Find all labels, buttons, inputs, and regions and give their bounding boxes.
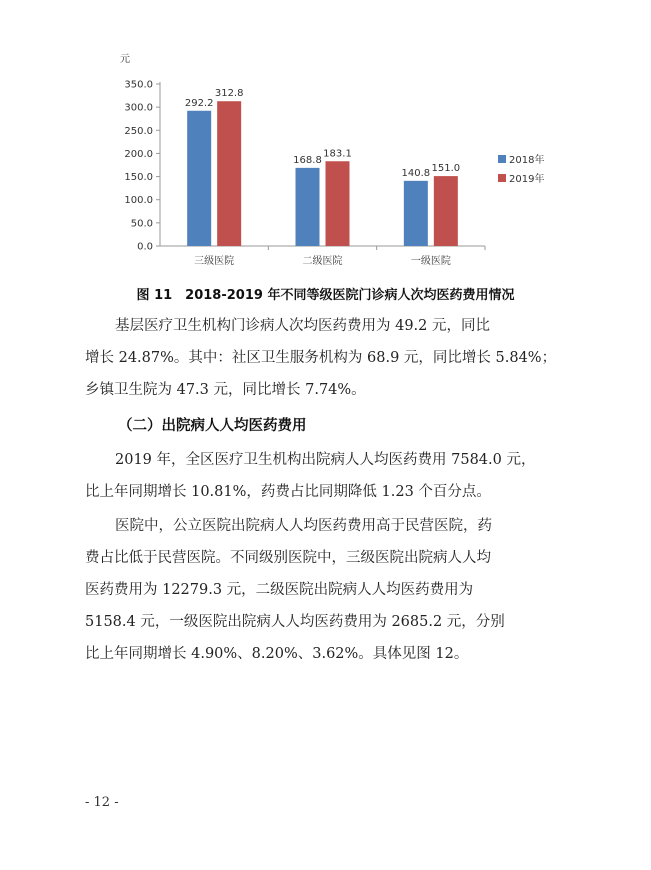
paragraph-line: 医院中，公立医院出院病人人均医药费用高于民营医院，药	[115, 518, 492, 534]
y-tick-label: 250.0	[124, 125, 153, 137]
bar-2018年-一级医院	[404, 181, 428, 246]
y-tick-label: 350.0	[124, 79, 153, 91]
bar-2019年-一级医院	[434, 176, 458, 246]
bar-2019年-二级医院	[326, 161, 350, 246]
x-tick-label: 三级医院	[194, 256, 235, 267]
paragraph-primary-care-costs	[85, 310, 585, 406]
paragraph-line: 比上年同期增长 10.81%，药费占比同期降低 1.23 个百分点。	[85, 484, 491, 500]
legend-label: 2019年	[509, 174, 545, 185]
bar-2018年-二级医院	[296, 168, 320, 246]
legend-swatch	[498, 155, 506, 163]
y-tick-label: 300.0	[124, 102, 153, 114]
bar-2019年-三级医院	[217, 101, 241, 246]
bar-chart-svg	[100, 46, 570, 276]
paragraph-line: 乡镇卫生院为 47.3 元，同比增长 7.74%。	[85, 382, 366, 398]
y-tick-label: 200.0	[124, 148, 153, 160]
paragraph-line: 2019 年，全区医疗卫生机构出院病人人均医药费用 7584.0 元，	[115, 452, 536, 468]
paragraph-line: 费占比低于民营医院。不同级别医院中，三级医院出院病人人均	[85, 550, 491, 566]
paragraph-line: 5158.4 元，一级医院出院病人人均医药费用为 2685.2 元，分别	[85, 614, 505, 630]
y-tick-label: 150.0	[124, 172, 153, 184]
paragraph-line: 比上年同期增长 4.90%、8.20%、3.62%。具体见图 12。	[85, 646, 469, 662]
paragraph-hospital-levels	[85, 510, 585, 670]
figure-caption: 图 11 2018-2019 年不同等级医院门诊病人次均医药费用情况	[136, 288, 515, 303]
x-tick-label: 二级医院	[302, 256, 343, 267]
y-tick-label: 50.0	[130, 218, 153, 230]
bar-chart	[100, 46, 570, 276]
x-tick-label: 一级医院	[410, 256, 451, 267]
data-label: 292.2	[184, 97, 214, 109]
data-label: 312.8	[214, 88, 244, 100]
paragraph-inpatient-costs	[85, 444, 585, 508]
page-number: - 12 -	[85, 795, 119, 810]
data-label: 183.1	[323, 148, 352, 160]
legend-label: 2018年	[509, 155, 545, 166]
paragraph-line: 增长 24.87%。其中：社区卫生服务机构为 68.9 元，同比增长 5.84%；	[85, 350, 557, 366]
y-axis-unit-label: 元	[120, 54, 130, 65]
section-heading: （二）出院病人人均医药费用	[118, 418, 307, 434]
legend-swatch	[498, 174, 506, 182]
paragraph-line: 医药费用为 12279.3 元，二级医院出院病人人均医药费用为	[85, 582, 474, 598]
y-tick-label: 0.0	[137, 241, 153, 253]
paragraph-line: 基层医疗卫生机构门诊病人次均医药费用为 49.2 元，同比	[115, 318, 491, 334]
bar-2018年-三级医院	[187, 111, 211, 246]
data-label: 151.0	[431, 163, 461, 175]
y-tick-label: 100.0	[124, 195, 153, 207]
data-label: 140.8	[401, 167, 431, 179]
data-label: 168.8	[293, 154, 322, 166]
